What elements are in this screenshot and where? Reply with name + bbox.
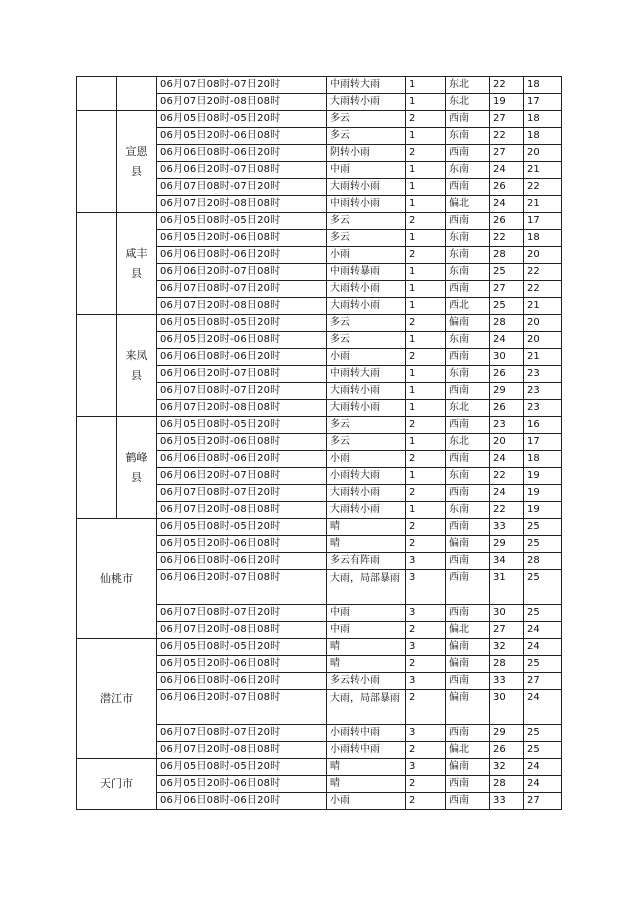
min-temp-cell: 25: [524, 605, 562, 622]
max-temp-cell: 27: [490, 281, 524, 298]
max-temp-cell: 29: [490, 725, 524, 742]
period-cell: 06月05日08时-05日20时: [157, 315, 327, 332]
max-temp-cell: 23: [490, 417, 524, 434]
wind-direction-cell: 偏南: [446, 536, 490, 553]
wind-direction-cell: 东北: [446, 77, 490, 94]
wind-direction-cell: 东南: [446, 247, 490, 264]
period-cell: 06月06日08时-06日20时: [157, 451, 327, 468]
min-temp-cell: 20: [524, 315, 562, 332]
table-row: [77, 77, 562, 94]
min-temp-cell: 20: [524, 247, 562, 264]
min-temp-cell: 18: [524, 230, 562, 247]
wind-direction-cell: 偏南: [446, 639, 490, 656]
max-temp-cell: 33: [490, 673, 524, 690]
forecast-table: [76, 76, 562, 810]
min-temp-cell: 21: [524, 349, 562, 366]
period-cell: 06月07日20时-08日08时: [157, 196, 327, 213]
max-temp-cell: 25: [490, 264, 524, 281]
city-name-cell: 潜江市: [77, 639, 157, 759]
max-temp-cell: 22: [490, 468, 524, 485]
weather-cell: 大雨转小雨: [327, 298, 406, 315]
min-temp-cell: 16: [524, 417, 562, 434]
min-temp-cell: 17: [524, 213, 562, 230]
wind-level-cell: 2: [406, 656, 446, 673]
wind-direction-cell: 西南: [446, 776, 490, 793]
weather-cell: 中雨转大雨: [327, 366, 406, 383]
table-row: [77, 111, 562, 128]
wind-direction-cell: 东南: [446, 162, 490, 179]
period-cell: 06月05日08时-05日20时: [157, 213, 327, 230]
wind-level-cell: 3: [406, 553, 446, 570]
wind-level-cell: 3: [406, 570, 446, 605]
wind-level-cell: 1: [406, 502, 446, 519]
min-temp-cell: 19: [524, 468, 562, 485]
period-cell: 06月07日08时-07日20时: [157, 77, 327, 94]
max-temp-cell: 30: [490, 690, 524, 725]
max-temp-cell: 24: [490, 451, 524, 468]
table-row: [77, 417, 562, 434]
min-temp-cell: 20: [524, 332, 562, 349]
wind-direction-cell: 西南: [446, 725, 490, 742]
max-temp-cell: 30: [490, 605, 524, 622]
weather-cell: 大雨转小雨: [327, 485, 406, 502]
table-row: [77, 639, 562, 656]
wind-level-cell: 1: [406, 230, 446, 247]
wind-direction-cell: 西南: [446, 570, 490, 605]
wind-level-cell: 2: [406, 622, 446, 639]
period-cell: 06月05日20时-06日08时: [157, 230, 327, 247]
max-temp-cell: 20: [490, 434, 524, 451]
period-cell: 06月05日20时-06日08时: [157, 332, 327, 349]
period-cell: 06月06日20时-07日08时: [157, 690, 327, 725]
wind-direction-cell: 东北: [446, 400, 490, 417]
max-temp-cell: 24: [490, 332, 524, 349]
period-cell: 06月07日08时-07日20时: [157, 281, 327, 298]
wind-level-cell: 2: [406, 536, 446, 553]
period-cell: 06月06日20时-07日08时: [157, 162, 327, 179]
wind-direction-cell: 东北: [446, 434, 490, 451]
weather-cell: 多云转小雨: [327, 673, 406, 690]
weather-cell: 晴: [327, 519, 406, 536]
period-cell: 06月06日08时-06日20时: [157, 553, 327, 570]
period-cell: 06月07日20时-08日08时: [157, 298, 327, 315]
wind-direction-cell: 东南: [446, 230, 490, 247]
wind-level-cell: 3: [406, 725, 446, 742]
wind-direction-cell: 偏南: [446, 759, 490, 776]
weather-cell: 大雨转小雨: [327, 179, 406, 196]
min-temp-cell: 22: [524, 281, 562, 298]
table-row: [77, 759, 562, 776]
min-temp-cell: 18: [524, 128, 562, 145]
period-cell: 06月06日20时-07日08时: [157, 468, 327, 485]
max-temp-cell: 27: [490, 111, 524, 128]
weather-cell: 阴转小雨: [327, 145, 406, 162]
weather-cell: 大雨，局部暴雨: [327, 570, 406, 605]
min-temp-cell: 27: [524, 673, 562, 690]
weather-cell: 小雨: [327, 793, 406, 810]
wind-level-cell: 2: [406, 690, 446, 725]
wind-level-cell: 1: [406, 179, 446, 196]
weather-cell: 多云: [327, 332, 406, 349]
wind-direction-cell: 西南: [446, 485, 490, 502]
county-name-cell: 鹤峰县: [117, 417, 157, 519]
wind-direction-cell: 西南: [446, 281, 490, 298]
wind-level-cell: 1: [406, 332, 446, 349]
county-name-cell: 宣恩县: [117, 111, 157, 213]
period-cell: 06月06日20时-07日08时: [157, 570, 327, 605]
wind-level-cell: 2: [406, 519, 446, 536]
min-temp-cell: 21: [524, 196, 562, 213]
weather-cell: 大雨转小雨: [327, 94, 406, 111]
wind-direction-cell: 东南: [446, 332, 490, 349]
weather-cell: 中雨转大雨: [327, 77, 406, 94]
wind-direction-cell: 东南: [446, 264, 490, 281]
weather-cell: 多云: [327, 417, 406, 434]
wind-level-cell: 2: [406, 247, 446, 264]
wind-direction-cell: 西南: [446, 179, 490, 196]
wind-direction-cell: 西南: [446, 605, 490, 622]
wind-level-cell: 1: [406, 434, 446, 451]
min-temp-cell: 28: [524, 553, 562, 570]
table-row: [77, 315, 562, 332]
max-temp-cell: 32: [490, 759, 524, 776]
wind-level-cell: 1: [406, 400, 446, 417]
min-temp-cell: 24: [524, 622, 562, 639]
weather-cell: 晴: [327, 639, 406, 656]
min-temp-cell: 18: [524, 77, 562, 94]
wind-direction-cell: 西南: [446, 349, 490, 366]
weather-cell: 小雨转中雨: [327, 742, 406, 759]
city-name-cell: 仙桃市: [77, 519, 157, 639]
period-cell: 06月07日08时-07日20时: [157, 485, 327, 502]
max-temp-cell: 33: [490, 793, 524, 810]
weather-cell: 多云: [327, 230, 406, 247]
wind-direction-cell: 西南: [446, 673, 490, 690]
min-temp-cell: 24: [524, 690, 562, 725]
weather-cell: 多云: [327, 111, 406, 128]
min-temp-cell: 19: [524, 502, 562, 519]
wind-direction-cell: 西北: [446, 298, 490, 315]
period-cell: 06月05日08时-05日20时: [157, 519, 327, 536]
weather-cell: 晴: [327, 536, 406, 553]
min-temp-cell: 17: [524, 94, 562, 111]
wind-direction-cell: 西南: [446, 553, 490, 570]
wind-level-cell: 1: [406, 468, 446, 485]
wind-level-cell: 1: [406, 264, 446, 281]
weather-cell: 中雨: [327, 622, 406, 639]
max-temp-cell: 26: [490, 742, 524, 759]
wind-level-cell: 2: [406, 793, 446, 810]
period-cell: 06月07日20时-08日08时: [157, 502, 327, 519]
wind-direction-cell: 偏南: [446, 690, 490, 725]
max-temp-cell: 29: [490, 536, 524, 553]
max-temp-cell: 24: [490, 485, 524, 502]
weather-cell: 小雨: [327, 349, 406, 366]
wind-direction-cell: 东南: [446, 128, 490, 145]
wind-direction-cell: 偏北: [446, 742, 490, 759]
min-temp-cell: 21: [524, 298, 562, 315]
wind-level-cell: 2: [406, 349, 446, 366]
max-temp-cell: 24: [490, 162, 524, 179]
city-cell: [77, 77, 117, 111]
weather-cell: 晴: [327, 656, 406, 673]
period-cell: 06月05日08时-05日20时: [157, 639, 327, 656]
wind-level-cell: 1: [406, 383, 446, 400]
max-temp-cell: 19: [490, 94, 524, 111]
min-temp-cell: 24: [524, 759, 562, 776]
wind-level-cell: 2: [406, 776, 446, 793]
max-temp-cell: 28: [490, 315, 524, 332]
wind-direction-cell: 西南: [446, 417, 490, 434]
city-cell: [77, 417, 117, 519]
wind-level-cell: 3: [406, 759, 446, 776]
period-cell: 06月06日20时-07日08时: [157, 264, 327, 281]
max-temp-cell: 24: [490, 196, 524, 213]
period-cell: 06月07日20时-08日08时: [157, 94, 327, 111]
max-temp-cell: 32: [490, 639, 524, 656]
wind-level-cell: 1: [406, 128, 446, 145]
wind-direction-cell: 西南: [446, 111, 490, 128]
min-temp-cell: 18: [524, 451, 562, 468]
max-temp-cell: 22: [490, 128, 524, 145]
max-temp-cell: 30: [490, 349, 524, 366]
weather-cell: 晴: [327, 776, 406, 793]
weather-cell: 多云: [327, 213, 406, 230]
city-cell: [77, 111, 117, 213]
wind-level-cell: 1: [406, 94, 446, 111]
county-name-cell: 来凤县: [117, 315, 157, 417]
max-temp-cell: 22: [490, 502, 524, 519]
wind-direction-cell: 西南: [446, 451, 490, 468]
wind-level-cell: 3: [406, 639, 446, 656]
max-temp-cell: 26: [490, 213, 524, 230]
max-temp-cell: 28: [490, 656, 524, 673]
wind-direction-cell: 偏南: [446, 656, 490, 673]
max-temp-cell: 28: [490, 776, 524, 793]
city-cell: [77, 213, 117, 315]
wind-level-cell: 2: [406, 417, 446, 434]
wind-level-cell: 2: [406, 315, 446, 332]
min-temp-cell: 22: [524, 264, 562, 281]
min-temp-cell: 19: [524, 485, 562, 502]
period-cell: 06月07日20时-08日08时: [157, 400, 327, 417]
min-temp-cell: 22: [524, 179, 562, 196]
wind-level-cell: 1: [406, 281, 446, 298]
wind-level-cell: 1: [406, 162, 446, 179]
period-cell: 06月06日08时-06日20时: [157, 247, 327, 264]
wind-level-cell: 1: [406, 196, 446, 213]
weather-cell: 中雨: [327, 162, 406, 179]
wind-level-cell: 3: [406, 605, 446, 622]
max-temp-cell: 26: [490, 366, 524, 383]
max-temp-cell: 25: [490, 298, 524, 315]
period-cell: 06月06日20时-07日08时: [157, 366, 327, 383]
wind-direction-cell: 偏北: [446, 196, 490, 213]
weather-cell: 中雨: [327, 605, 406, 622]
period-cell: 06月05日20时-06日08时: [157, 776, 327, 793]
min-temp-cell: 25: [524, 656, 562, 673]
period-cell: 06月05日08时-05日20时: [157, 759, 327, 776]
max-temp-cell: 26: [490, 179, 524, 196]
min-temp-cell: 27: [524, 793, 562, 810]
max-temp-cell: 29: [490, 383, 524, 400]
period-cell: 06月05日20时-06日08时: [157, 656, 327, 673]
min-temp-cell: 25: [524, 725, 562, 742]
wind-direction-cell: 西南: [446, 383, 490, 400]
period-cell: 06月06日08时-06日20时: [157, 673, 327, 690]
max-temp-cell: 26: [490, 400, 524, 417]
weather-cell: 大雨，局部暴雨: [327, 690, 406, 725]
wind-direction-cell: 东南: [446, 468, 490, 485]
min-temp-cell: 23: [524, 366, 562, 383]
weather-cell: 大雨转小雨: [327, 281, 406, 298]
period-cell: 06月06日08时-06日20时: [157, 145, 327, 162]
max-temp-cell: 28: [490, 247, 524, 264]
wind-direction-cell: 东北: [446, 94, 490, 111]
wind-direction-cell: 偏南: [446, 315, 490, 332]
weather-cell: 大雨转小雨: [327, 383, 406, 400]
period-cell: 06月07日08时-07日20时: [157, 605, 327, 622]
min-temp-cell: 23: [524, 400, 562, 417]
min-temp-cell: 18: [524, 111, 562, 128]
wind-direction-cell: 偏北: [446, 622, 490, 639]
wind-level-cell: 2: [406, 451, 446, 468]
min-temp-cell: 24: [524, 639, 562, 656]
city-cell: [77, 315, 117, 417]
county-name-cell: 咸丰县: [117, 213, 157, 315]
table-row: [77, 519, 562, 536]
period-cell: 06月07日08时-07日20时: [157, 179, 327, 196]
weather-cell: 小雨转大雨: [327, 468, 406, 485]
city-name-cell: 天门市: [77, 759, 157, 810]
wind-level-cell: 1: [406, 77, 446, 94]
min-temp-cell: 23: [524, 383, 562, 400]
wind-level-cell: 1: [406, 366, 446, 383]
max-temp-cell: 27: [490, 145, 524, 162]
max-temp-cell: 33: [490, 519, 524, 536]
wind-direction-cell: 西南: [446, 793, 490, 810]
min-temp-cell: 25: [524, 536, 562, 553]
max-temp-cell: 31: [490, 570, 524, 605]
period-cell: 06月05日20时-06日08时: [157, 434, 327, 451]
wind-level-cell: 2: [406, 485, 446, 502]
county-name-cell: [117, 77, 157, 111]
weather-cell: 大雨转小雨: [327, 400, 406, 417]
weather-cell: 晴: [327, 759, 406, 776]
period-cell: 06月05日08时-05日20时: [157, 111, 327, 128]
weather-cell: 小雨: [327, 451, 406, 468]
wind-level-cell: 2: [406, 111, 446, 128]
min-temp-cell: 24: [524, 776, 562, 793]
wind-level-cell: 3: [406, 673, 446, 690]
min-temp-cell: 20: [524, 145, 562, 162]
period-cell: 06月05日20时-06日08时: [157, 128, 327, 145]
weather-cell: 多云有阵雨: [327, 553, 406, 570]
wind-direction-cell: 西南: [446, 519, 490, 536]
max-temp-cell: 22: [490, 230, 524, 247]
min-temp-cell: 17: [524, 434, 562, 451]
period-cell: 06月05日20时-06日08时: [157, 536, 327, 553]
wind-level-cell: 2: [406, 213, 446, 230]
weather-cell: 中雨转小雨: [327, 196, 406, 213]
wind-direction-cell: 东南: [446, 502, 490, 519]
min-temp-cell: 21: [524, 162, 562, 179]
table-row: [77, 213, 562, 230]
period-cell: 06月07日08时-07日20时: [157, 725, 327, 742]
period-cell: 06月07日20时-08日08时: [157, 622, 327, 639]
weather-cell: 大雨转小雨: [327, 502, 406, 519]
min-temp-cell: 25: [524, 519, 562, 536]
max-temp-cell: 34: [490, 553, 524, 570]
weather-cell: 多云: [327, 315, 406, 332]
max-temp-cell: 22: [490, 77, 524, 94]
period-cell: 06月07日20时-08日08时: [157, 742, 327, 759]
period-cell: 06月05日08时-05日20时: [157, 417, 327, 434]
wind-level-cell: 2: [406, 742, 446, 759]
period-cell: 06月07日08时-07日20时: [157, 383, 327, 400]
weather-cell: 多云: [327, 128, 406, 145]
wind-level-cell: 1: [406, 298, 446, 315]
weather-cell: 小雨转中雨: [327, 725, 406, 742]
period-cell: 06月06日08时-06日20时: [157, 793, 327, 810]
wind-level-cell: 2: [406, 145, 446, 162]
min-temp-cell: 25: [524, 570, 562, 605]
min-temp-cell: 25: [524, 742, 562, 759]
max-temp-cell: 27: [490, 622, 524, 639]
period-cell: 06月06日08时-06日20时: [157, 349, 327, 366]
weather-cell: 多云: [327, 434, 406, 451]
forecast-table-body: [77, 77, 562, 810]
wind-direction-cell: 东南: [446, 366, 490, 383]
weather-cell: 小雨: [327, 247, 406, 264]
weather-cell: 中雨转暴雨: [327, 264, 406, 281]
wind-direction-cell: 西南: [446, 213, 490, 230]
wind-direction-cell: 西南: [446, 145, 490, 162]
